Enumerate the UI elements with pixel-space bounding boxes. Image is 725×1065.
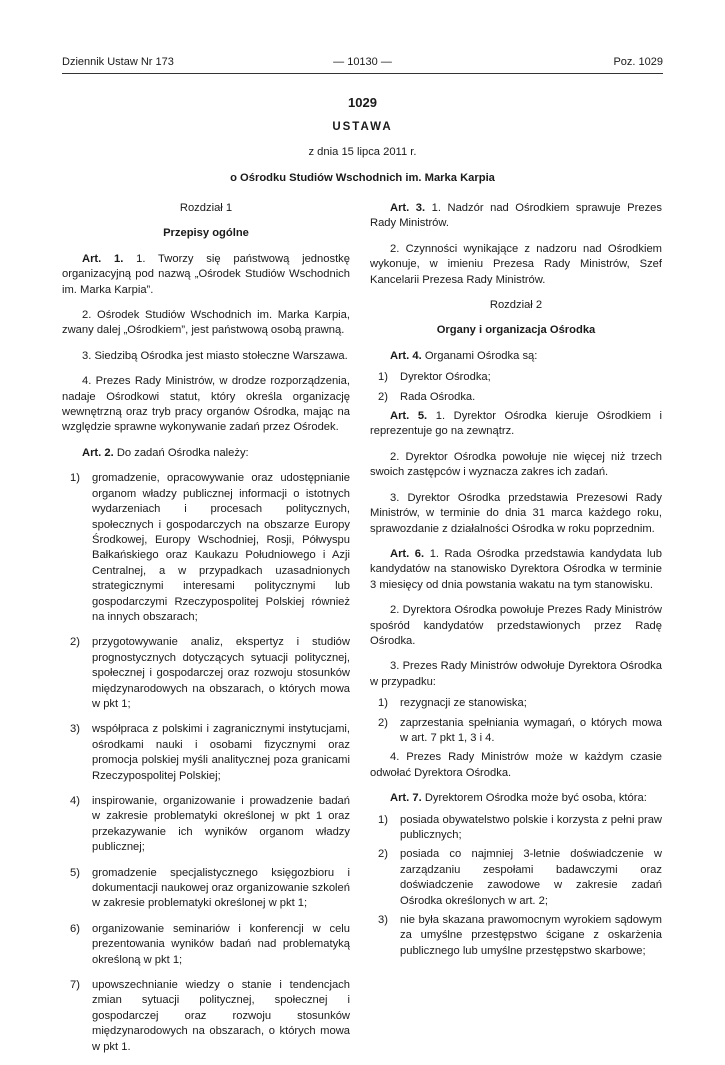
art4-label: Art. 4. <box>390 349 422 362</box>
art4-list <box>370 370 662 405</box>
list-item <box>370 813 662 844</box>
art1-paragraph-4: 4. Prezes Rady Ministrów, w drodze rozporządzenia, nadaje Ośrodkowi statut, który określa organizację wewnętrzną oraz tryb pracy organów Ośrodka, mając na względzie sprawne wykonywanie zadań przez Ośrodek. <box>62 375 350 434</box>
list-item <box>370 847 662 909</box>
list-item <box>370 696 662 711</box>
art2-intro-text: Do zadań Ośrodka należy: <box>116 446 249 459</box>
chapter-1-heading: Rozdział 1 <box>179 202 233 214</box>
position-number: Poz. 1029 <box>613 56 663 68</box>
art2-intro <box>62 446 350 461</box>
list-item <box>62 471 350 625</box>
list-item-number: 1) <box>378 697 388 710</box>
chapter-1-title: Przepisy ogólne <box>163 227 249 240</box>
list-item <box>370 913 662 959</box>
art4-intro-text: Organami Ośrodka są: <box>424 349 538 362</box>
list-item <box>370 370 662 385</box>
list-item <box>62 635 350 712</box>
art6-list <box>370 696 662 746</box>
art1-paragraph-3: 3. Siedzibą Ośrodka jest miasto stołeczne Warszawa. <box>82 349 348 362</box>
art6-label: Art. 6. <box>390 547 425 560</box>
art2-list <box>62 471 350 1055</box>
chapter-2-heading: Rozdział 2 <box>489 299 543 312</box>
art5-paragraph-1 <box>370 409 662 440</box>
list-item-number: 1) <box>378 371 388 384</box>
art6-paragraph-4: 4. Prezes Rady Ministrów może w każdym czasie odwołać Dyrektora Ośrodka. <box>370 751 662 779</box>
list-item-text: Dyrektor Ośrodka; <box>400 371 491 384</box>
list-item-text: upowszechnianie wiedzy o stanie i tendencjach zmian sytuacji politycznej, społecznej i gospodarczej oraz rozwoju stosunków międzynarodowych na obszarach, o których mowa w pkt 1. <box>92 979 350 1053</box>
art4-intro <box>370 349 662 364</box>
list-item-number: 2) <box>378 848 388 861</box>
art3-label: Art. 3. <box>390 202 426 214</box>
list-item-number: 7) <box>70 979 80 992</box>
art1-p1-text: 1. Tworzy się państwową jednostkę organizacyjną pod nazwą „Ośrodek Studiów Wschodnich im. Marka Karpia”. <box>62 252 350 296</box>
art6-p1-text: 1. Rada Ośrodka przedstawia kandydata lub kandydatów na stanowisko Dyrektora Ośrodka w terminie 3 miesięcy od dnia powstania wakatu na tym stanowisku. <box>370 547 662 591</box>
right-column <box>370 201 662 963</box>
act-subject: o Ośrodku Studiów Wschodnich im. Marka Karpia <box>230 171 495 184</box>
list-item-text: posiada co najmniej 3-letnie doświadczenie w zarządzaniu zespołami badawczymi oraz doświadczenie zawodowe w zakresie zadań Ośrodka określonych w art. 2; <box>400 848 662 907</box>
art7-intro-text: Dyrektorem Ośrodka może być osoba, która: <box>424 792 647 805</box>
list-item-number: 3) <box>378 914 388 927</box>
list-item-text: gromadzenie specjalistycznego księgozbioru i dokumentacji naukowej oraz organizowanie szkoleń w zakresie problematyki określonej w pkt 1; <box>92 866 350 910</box>
art1-paragraph-1 <box>62 252 350 298</box>
list-item-number: 1) <box>378 813 388 826</box>
list-item-text: współpraca z polskimi i zagranicznymi instytucjami, ośrodkami nauki i osobami fizycznymi oraz promocja polskiej myśli analitycznej poza granicami Rzeczypospolitej Polskiej; <box>92 723 350 782</box>
act-number: 1029 <box>348 95 377 110</box>
list-item-number: 2) <box>378 390 388 403</box>
left-column <box>62 201 350 1065</box>
document-title-block <box>62 94 663 186</box>
list-item-number: 3) <box>70 723 80 736</box>
act-date: z dnia 15 lipca 2011 r. <box>308 146 417 159</box>
page-number: — 10130 — <box>333 56 392 68</box>
list-item <box>62 866 350 912</box>
art1-label: Art. 1. <box>82 252 124 265</box>
list-item <box>62 794 350 856</box>
art5-paragraph-3: 3. Dyrektor Ośrodka przedstawia Prezesowi Rady Ministrów, w terminie do dnia 31 marca każdego roku, sprawozdanie z działalności Ośrodka w roku poprzednim. <box>370 491 662 535</box>
list-item-text: zaprzestania spełniania wymagań, o których mowa w art. 7 pkt 1, 3 i 4. <box>400 716 662 744</box>
art2-label: Art. 2. <box>82 446 114 459</box>
journal-name: Dziennik Ustaw Nr 173 <box>62 56 174 68</box>
header-rule <box>62 73 663 74</box>
art7-label: Art. 7. <box>390 792 422 805</box>
list-item-text: organizowanie seminariów i konferencji w celu prezentowania wyników badań nad problematyką określoną w pkt 1; <box>92 922 350 966</box>
list-item-text: posiada obywatelstwo polskie i korzysta z pełni praw publicznych; <box>400 813 662 841</box>
list-item <box>62 722 350 784</box>
list-item-text: inspirowanie, organizowanie i prowadzenie badań w zakresie problematyki określonej w pkt 1 oraz przekazywanie ich wyników organom władzy publicznej; <box>92 795 350 854</box>
art5-paragraph-2: 2. Dyrektor Ośrodka powołuje nie więcej niż trzech swoich zastępców i wyznacza zakres ich zadań. <box>370 450 662 479</box>
art5-p1-text: 1. Dyrektor Ośrodka kieruje Ośrodkiem i reprezentuje go na zewnątrz. <box>370 410 662 438</box>
art7-list <box>370 813 662 960</box>
art3-paragraph-1 <box>370 201 662 232</box>
list-item-number: 2) <box>70 636 80 649</box>
list-item-text: nie była skazana prawomocnym wyrokiem sądowym za umyślne przestępstwo ścigane z oskarżenia publicznego lub umyślne przestępstwo skarbowe; <box>400 914 662 957</box>
list-item-text: rezygnacji ze stanowiska; <box>400 697 527 710</box>
art1-paragraph-2: 2. Ośrodek Studiów Wschodnich im. Marka Karpia, zwany dalej „Ośrodkiem”, jest państwową osobą prawną. <box>62 309 350 337</box>
list-item-text: przygotowywanie analiz, ekspertyz i studiów prognostycznych dotyczących sytuacji politycznej, społecznej i gospodarczej oraz rozwoju stosunków międzynarodowych na obszarach, o których mowa w pkt 1; <box>92 636 350 710</box>
art3-p1-text: 1. Nadzór nad Ośrodkiem sprawuje Prezes Rady Ministrów. <box>370 202 662 230</box>
art6-paragraph-1 <box>370 547 662 593</box>
list-item-number: 1) <box>70 472 80 485</box>
list-item <box>370 716 662 747</box>
art6-paragraph-3: 3. Prezes Rady Ministrów odwołuje Dyrektora Ośrodka w przypadku: <box>370 660 662 688</box>
list-item-text: Rada Ośrodka. <box>400 390 476 403</box>
list-item <box>370 390 662 405</box>
list-item <box>62 922 350 968</box>
art7-intro <box>370 791 662 806</box>
act-kind: USTAWA <box>332 121 393 133</box>
art3-paragraph-2: 2. Czynności wynikające z nadzoru nad Ośrodkiem wykonuje, w imieniu Prezesa Rady Ministrów, Szef Kancelarii Prezesa Rady Ministrów. <box>370 242 662 286</box>
list-item-number: 2) <box>378 716 388 729</box>
list-item-number: 4) <box>70 795 80 807</box>
art6-paragraph-2: 2. Dyrektora Ośrodka powołuje Prezes Rady Ministrów spośród kandydatów przedstawionych przez Radę Ośrodka. <box>370 604 662 647</box>
list-item-number: 5) <box>70 866 80 879</box>
list-item-number: 6) <box>70 922 80 935</box>
list-item <box>62 978 350 1055</box>
list-item-text: gromadzenie, opracowywanie oraz udostępnianie organom władzy publicznej informacji o istotnych wydarzeniach i procesach politycznych, społecznych i gospodarczych na obszarze Europy Środkowej, Europy Wschodniej, Rosji, Półwyspu Bałkańskiego oraz Kaukazu Południowego i Azji Centralnej, a w przypadkach uzasadnionych strategicznymi interesami politycznymi lub gospodarczymi Rzeczypospolitej Polskiej również na innych obszarach; <box>92 472 350 623</box>
chapter-2-title: Organy i organizacja Ośrodka <box>436 324 596 337</box>
page-header <box>62 55 663 71</box>
art5-label: Art. 5. <box>390 410 428 423</box>
